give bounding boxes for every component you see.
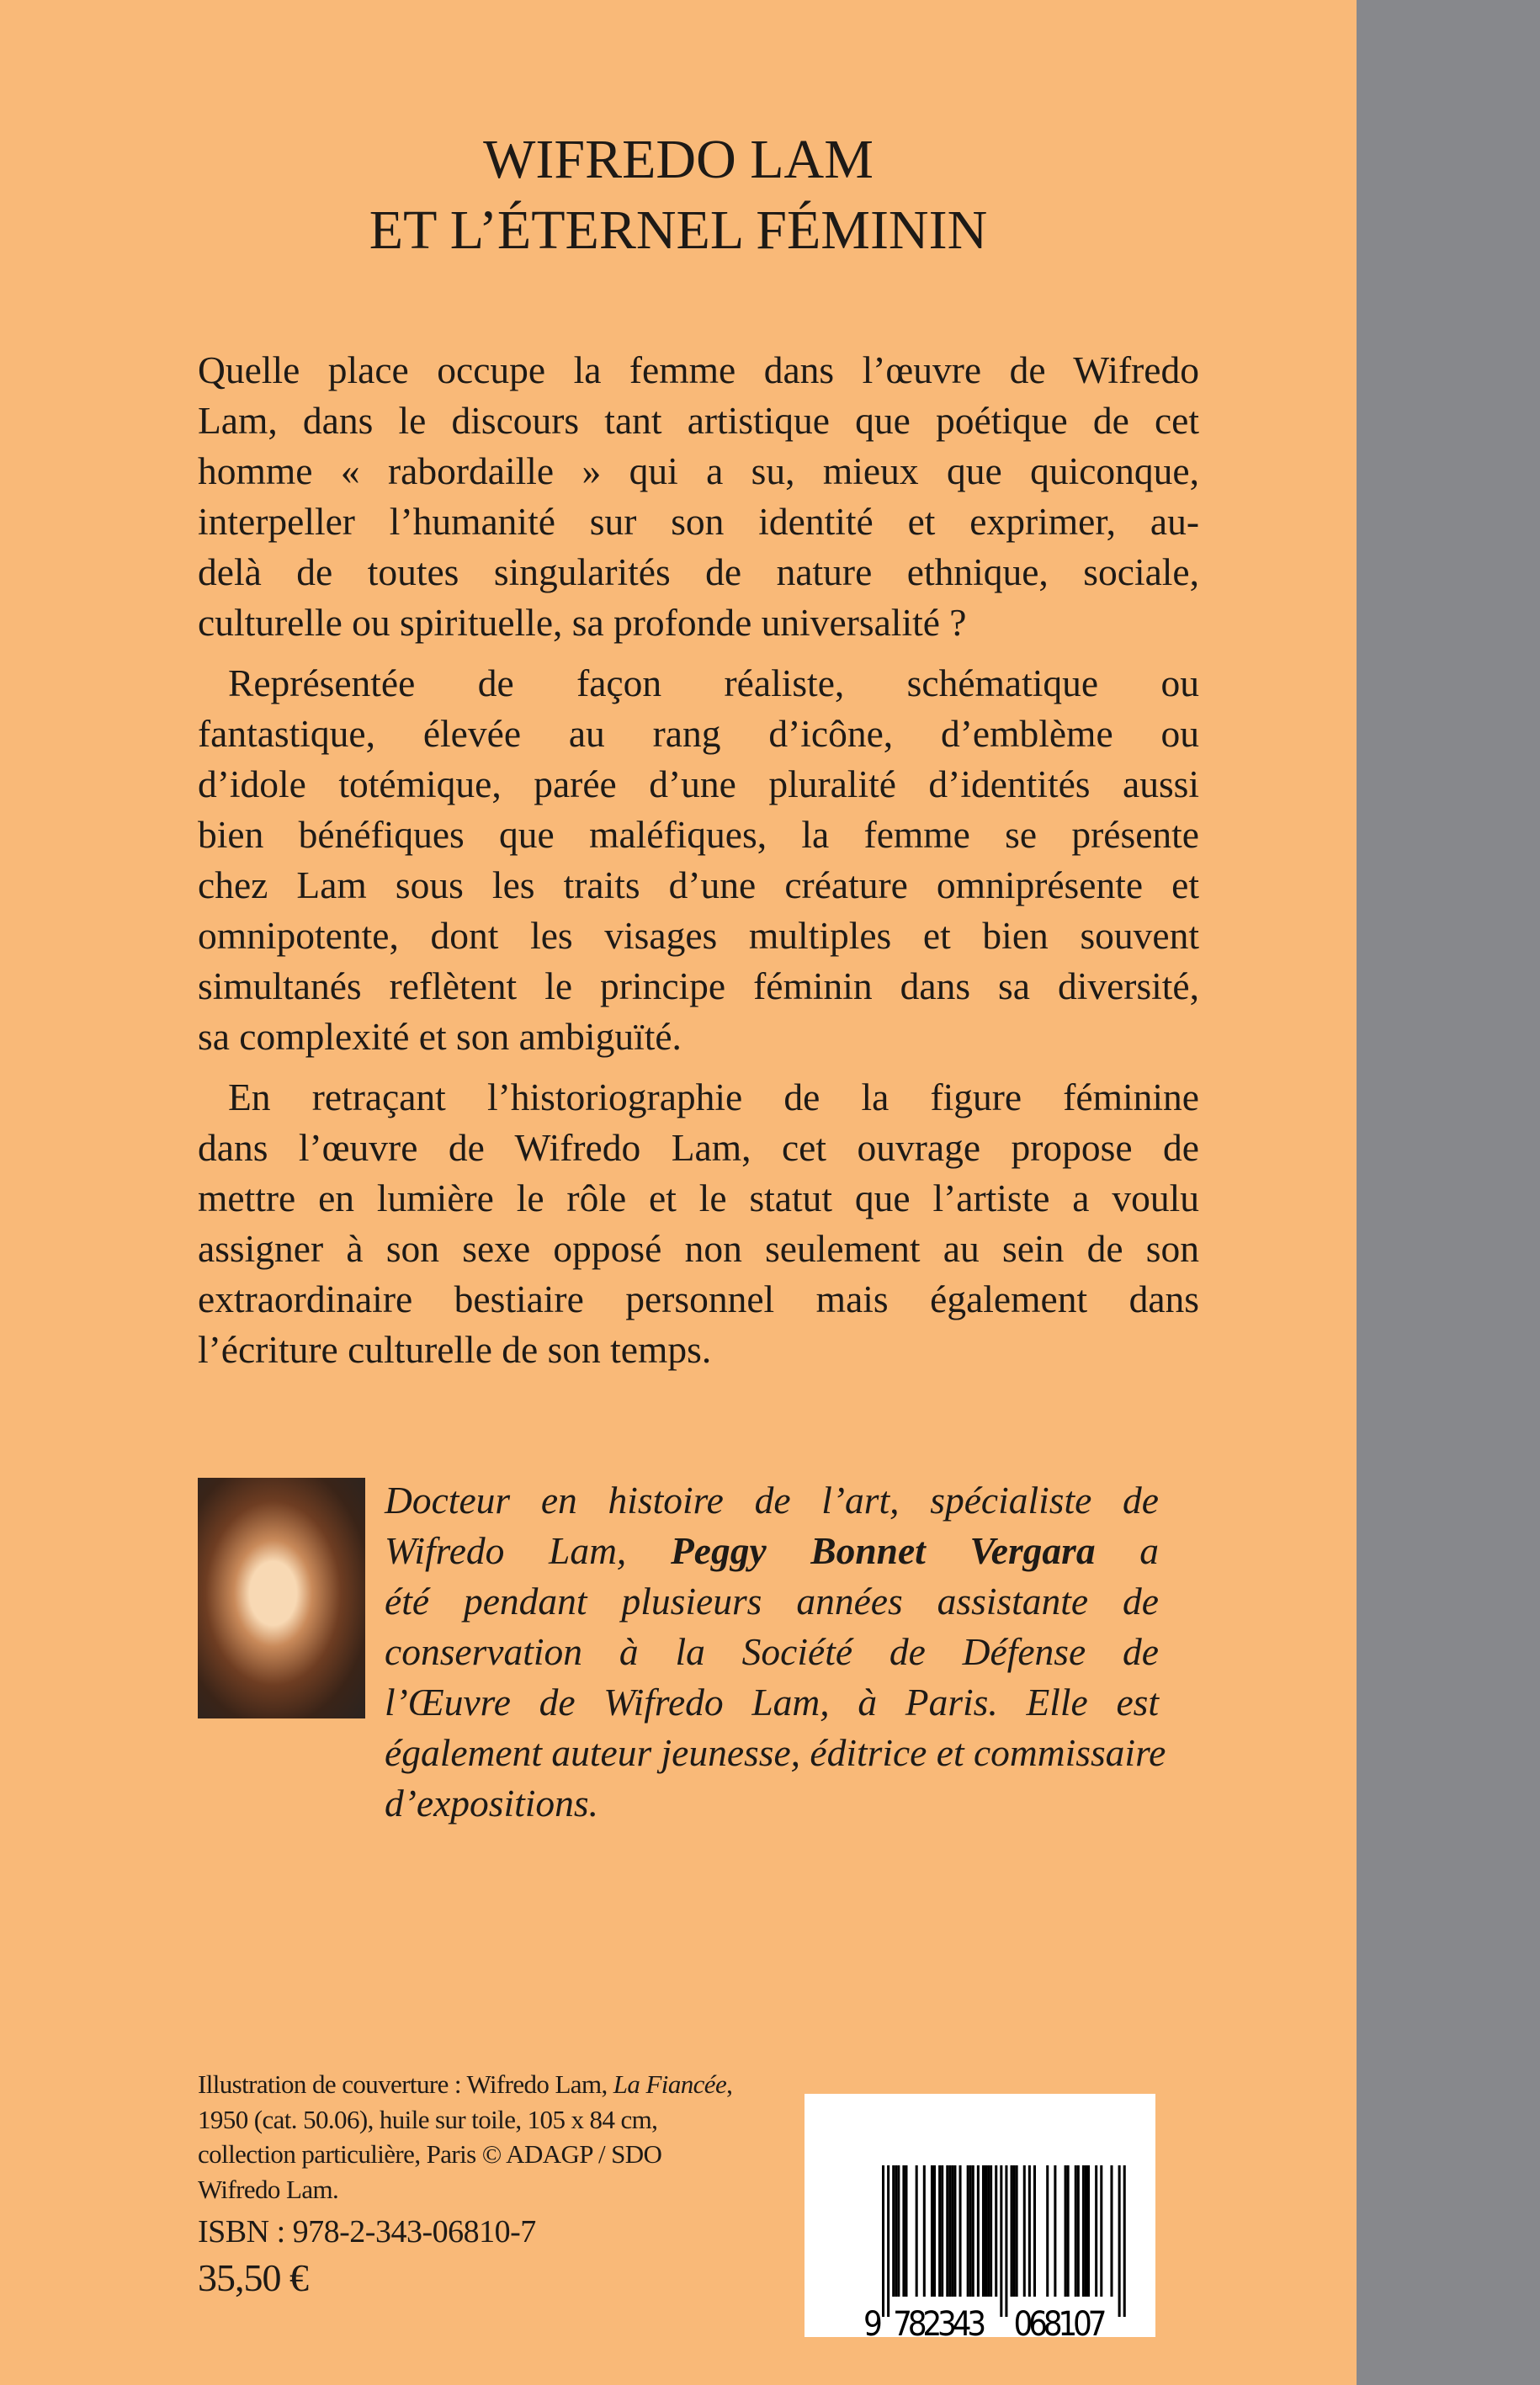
paragraph-line: Quelle place occupe la femme dans l’œuvre de Wifredo (198, 348, 1199, 391)
paragraph-line: dans l’œuvre de Wifredo Lam, cet ouvrage propose de (198, 1126, 1199, 1169)
barcode-bar (1016, 2165, 1018, 2297)
bio-line: conservation à la Société de Défense de (385, 1630, 1159, 1673)
barcode-bar (1082, 2165, 1085, 2297)
barcode-bar (977, 2165, 980, 2297)
barcode-bar (951, 2165, 953, 2297)
paragraph-line: Lam, dans le discours tant artistique que poétique de cet (198, 399, 1199, 442)
credits-line: Wifredo Lam. (198, 2174, 339, 2204)
barcode-bar (1077, 2165, 1080, 2297)
paragraph-line: homme « rabordaille » qui a su, mieux que quiconque, (198, 449, 1199, 492)
bio-line: l’Œuvre de Wifredo Lam, à Paris. Elle est (385, 1681, 1159, 1724)
barcode-bar (1085, 2165, 1087, 2297)
barcode-bar (1033, 2165, 1036, 2297)
barcode-bar (982, 2165, 985, 2297)
barcode-bar (948, 2165, 951, 2297)
paragraph-line: fantastique, élevée au rang d’icône, d’emblème ou (198, 712, 1199, 755)
barcode-bar (1013, 2165, 1016, 2297)
paragraph (198, 1072, 1199, 1375)
barcode (805, 2094, 1155, 2337)
barcode-bar (933, 2165, 936, 2297)
barcode-bar (1087, 2165, 1090, 2297)
barcode-bar (987, 2165, 990, 2297)
barcode-bar (902, 2165, 905, 2297)
barcode-bar (916, 2165, 918, 2297)
paragraph-line: delà de toutes singularités de nature ethnique, sociale, (198, 550, 1199, 593)
title-line-1: WIFREDO LAM (483, 129, 874, 190)
barcode-bar (905, 2165, 907, 2297)
bio-line: d’expositions. (385, 1782, 599, 1825)
paragraph-line: Représentée de façon réaliste, schématique ou (228, 661, 1199, 704)
spine-strip (1357, 0, 1540, 2385)
paragraph-line: sa complexité et son ambiguïté. (198, 1015, 682, 1058)
bio-line: Wifredo Lam, Peggy Bonnet Vergara a (385, 1529, 1159, 1572)
barcode-bar (1075, 2165, 1077, 2297)
barcode-bar (1100, 2165, 1102, 2297)
price: 35,50 € (198, 2256, 308, 2299)
paragraph-line: simultanés reflètent le principe féminin dans sa diversité, (198, 964, 1199, 1007)
barcode-graphic (805, 2094, 1155, 2337)
barcode-bar (967, 2165, 969, 2297)
paragraph-line: bien bénéfiques que maléfiques, la femme se présente (198, 813, 1199, 856)
credits-line: collection particulière, Paris © ADAGP / SDO (198, 2139, 662, 2169)
paragraph-line: interpeller l’humanité sur son identité et exprimer, au- (198, 500, 1199, 543)
paragraph-line: chez Lam sous les traits d’une créature omniprésente et (198, 863, 1199, 906)
barcode-bar (1005, 2165, 1007, 2317)
barcode-bar (1123, 2165, 1126, 2317)
barcode-bar (941, 2165, 943, 2297)
barcode-bar (1118, 2165, 1121, 2317)
title-line-2: ET L’ÉTERNEL FÉMININ (369, 199, 988, 261)
paragraph-line: culturelle ou spirituelle, sa profonde universalité ? (198, 601, 967, 644)
artwork-title: La Fiancée (613, 2069, 727, 2099)
barcode-digits: 782343 (893, 2305, 987, 2337)
author-photo (198, 1478, 365, 1718)
isbn: ISBN : 978-2-343-06810-7 (198, 2214, 536, 2250)
barcode-bar (1065, 2165, 1067, 2297)
barcode-bar (1054, 2165, 1056, 2297)
paragraph-line: omnipotente, dont les visages multiples et bien souvent (198, 914, 1199, 957)
barcode-digits: 068107 (1013, 2305, 1107, 2337)
barcode-bar (931, 2165, 933, 2297)
book-title (0, 125, 1357, 266)
barcode-bar (892, 2165, 895, 2297)
barcode-bar (1028, 2165, 1031, 2297)
barcode-bar (985, 2165, 987, 2297)
paragraph-line: En retraçant l’historiographie de la figure féminine (228, 1076, 1199, 1118)
cover-credits (198, 2067, 732, 2207)
barcode-bar (1023, 2165, 1026, 2297)
barcode-bar (990, 2165, 992, 2297)
paragraph (198, 658, 1199, 1062)
barcode-digits: 9 (863, 2305, 883, 2337)
barcode-bar (1011, 2165, 1013, 2297)
paragraph-line: d’idole totémique, parée d’une pluralité d’identités aussi (198, 762, 1199, 805)
credits-line: 1950 (cat. 50.06), huile sur toile, 105 x 84 cm, (198, 2104, 658, 2134)
barcode-bar (1046, 2165, 1049, 2297)
barcode-bar (895, 2165, 897, 2297)
barcode-bar (953, 2165, 956, 2297)
credits-line: Illustration de couverture : Wifredo Lam, La Fiancée, (198, 2069, 733, 2099)
barcode-bar (946, 2165, 948, 2297)
barcode-bar (1110, 2165, 1113, 2297)
author-name: Peggy Bonnet Vergara (670, 1529, 1096, 1572)
bio-line: Docteur en histoire de l’art, spécialiste de (385, 1479, 1159, 1522)
blurb (198, 345, 1199, 1385)
paragraph-line: mettre en lumière le rôle et le statut que l’artiste a voulu (198, 1177, 1199, 1219)
barcode-bar (1000, 2165, 1002, 2317)
paragraph-line: extraordinaire bestiaire personnel mais également dans (198, 1277, 1199, 1320)
paragraph (198, 345, 1199, 648)
barcode-bar (1095, 2165, 1097, 2297)
barcode-bar (923, 2165, 926, 2297)
bio-line: également auteur jeunesse, éditrice et commissaire (385, 1731, 1166, 1774)
barcode-bar (882, 2165, 884, 2317)
barcode-bar (897, 2165, 900, 2297)
bio-line: été pendant plusieurs années assistante de (385, 1580, 1159, 1623)
barcode-bar (938, 2165, 941, 2297)
paragraph-line: assigner à son sexe opposé non seulement au sein de son (198, 1227, 1199, 1270)
author-bio (385, 1475, 1166, 1829)
barcode-bar (1067, 2165, 1070, 2297)
barcode-bar (887, 2165, 889, 2317)
paragraph-line: l’écriture culturelle de son temps. (198, 1328, 712, 1371)
barcode-bar (959, 2165, 962, 2297)
barcode-bar (972, 2165, 974, 2297)
barcode-bar (995, 2165, 997, 2297)
barcode-bar (969, 2165, 972, 2297)
